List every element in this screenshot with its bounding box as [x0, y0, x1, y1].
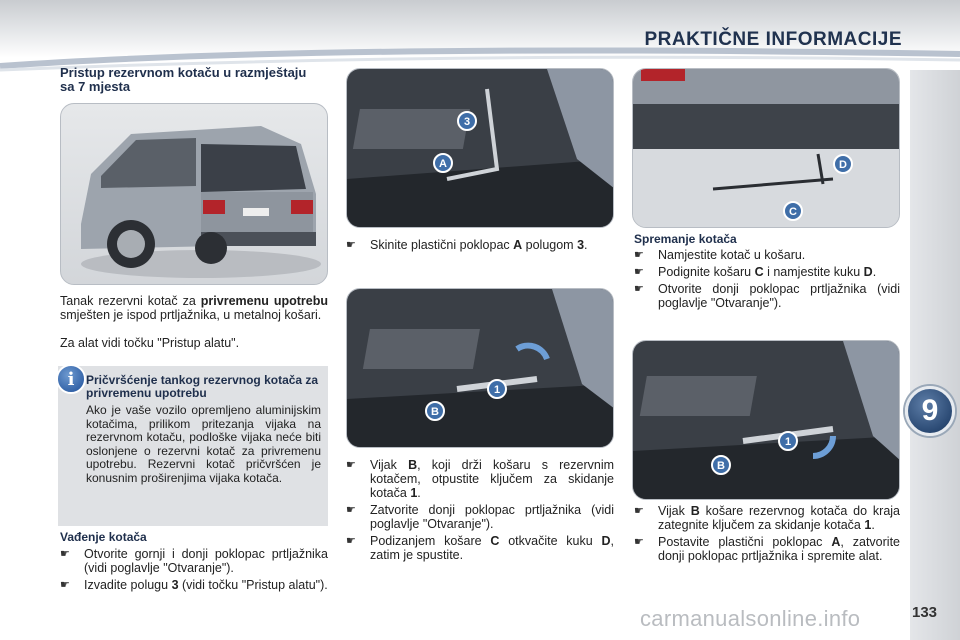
storage-steps — [634, 248, 900, 313]
list-item: ☛ Otvorite donji poklopac prtljažnika (vidi poglavlje "Otvaranje"). — [634, 282, 900, 310]
callout-label: C — [789, 206, 797, 218]
trunk-wrench-image — [346, 288, 614, 448]
chapter-badge[interactable]: 9 — [905, 386, 955, 436]
info-body: Ako je vaše vozilo opremljeno aluminijskim kotačima, prilikom pritezanja vijaka na rezervnom kotaču, podloške vijaka neće biti oslonjene o rezervni kotač za privremenu upotrebu. Rezervni kotač pričvršćen je konusnim proširenjima vijaka kotača. — [86, 403, 321, 485]
list-item: ☛ Zatvorite donji poklopac prtljažnika (vidi poglavlje "Otvaranje"). — [346, 503, 614, 531]
car-rear-image — [60, 103, 328, 285]
tool-reference: Za alat vidi točku "Pristup alatu". — [60, 336, 240, 350]
callout-label: B — [717, 460, 725, 472]
final-steps — [634, 504, 900, 566]
trunk-lever-image — [346, 68, 614, 228]
info-icon: i — [56, 364, 86, 394]
callout-label: D — [839, 159, 847, 171]
watermark: carmanualsonline.info — [640, 606, 861, 631]
bullet-icon: ☛ — [60, 579, 70, 591]
bullet-icon: ☛ — [346, 459, 356, 471]
section-title-access: Pristup rezervnom kotaču u razmještaju sa 7 mjesta — [60, 65, 307, 94]
bullet-icon: ☛ — [634, 505, 644, 517]
callout-label: 1 — [493, 384, 501, 396]
section-title-removal: Vađenje kotača — [60, 530, 147, 544]
underbody-basket-image — [632, 68, 900, 228]
page-title: PRAKTIČNE INFORMACIJE — [644, 29, 902, 50]
bullet-icon: ☛ — [346, 504, 356, 516]
list-item: ☛ Vijak B, koji drži košaru s rezervnim kotačem, otpustite ključem za skidanje kotača 1. — [346, 458, 615, 500]
callout-label: 3 — [463, 116, 471, 128]
chapter-strip — [910, 70, 960, 640]
basket-steps — [346, 458, 614, 565]
callout-label: B — [431, 406, 439, 418]
info-title: Pričvršćenje tankog rezervnog kotača za privremenu upotrebu — [86, 373, 319, 400]
list-item: ☛ Skinite plastični poklopac A polugom 3. — [346, 238, 588, 252]
list-item: ☛ Namjestite kotač u košaru. — [634, 248, 806, 262]
trunk-tighten-illustration — [633, 341, 900, 500]
bullet-icon: ☛ — [346, 535, 356, 547]
bullet-icon: ☛ — [346, 239, 356, 251]
section-title-storage: Spremanje kotača — [634, 232, 737, 246]
page-number: 133 — [912, 604, 938, 621]
bullet-icon: ☛ — [634, 249, 644, 261]
bullet-icon: ☛ — [634, 536, 644, 548]
spare-wheel-description: Tanak rezervni kotač za privremenu upotrebu smješten je ispod prtljažnika, u metalnoj košari. — [60, 294, 328, 322]
removal-steps — [60, 547, 328, 595]
info-box — [58, 366, 328, 526]
list-item: ☛ Postavite plastični poklopac A, zatvorite donji poklopac prtljažnika i spremite alat. — [634, 535, 900, 563]
underbody-basket-illustration — [633, 69, 900, 228]
bullet-icon: ☛ — [634, 266, 644, 278]
list-item: ☛ Podizanjem košare C otkvačite kuku D, zatim je spustite. — [346, 534, 614, 562]
car-rear-illustration — [61, 104, 328, 285]
bullet-icon: ☛ — [634, 283, 644, 295]
trunk-lever-illustration — [347, 69, 614, 228]
cover-step — [346, 238, 614, 255]
list-item: ☛ Podignite košaru C i namjestite kuku D. — [634, 265, 877, 279]
list-item: ☛ Izvadite polugu 3 (vidi točku "Pristup alatu"). — [60, 578, 328, 592]
callout-label: A — [439, 158, 447, 170]
trunk-wrench-illustration — [347, 289, 614, 448]
list-item: ☛ Vijak B košare rezervnog kotača do kraja zategnite ključem za skidanje kotača 1. — [634, 504, 900, 532]
bullet-icon: ☛ — [60, 548, 70, 560]
trunk-tighten-image — [632, 340, 900, 500]
callout-label: 1 — [784, 436, 792, 448]
list-item: ☛ Otvorite gornji i donji poklopac prtljažnika (vidi poglavlje "Otvaranje"). — [60, 547, 328, 575]
